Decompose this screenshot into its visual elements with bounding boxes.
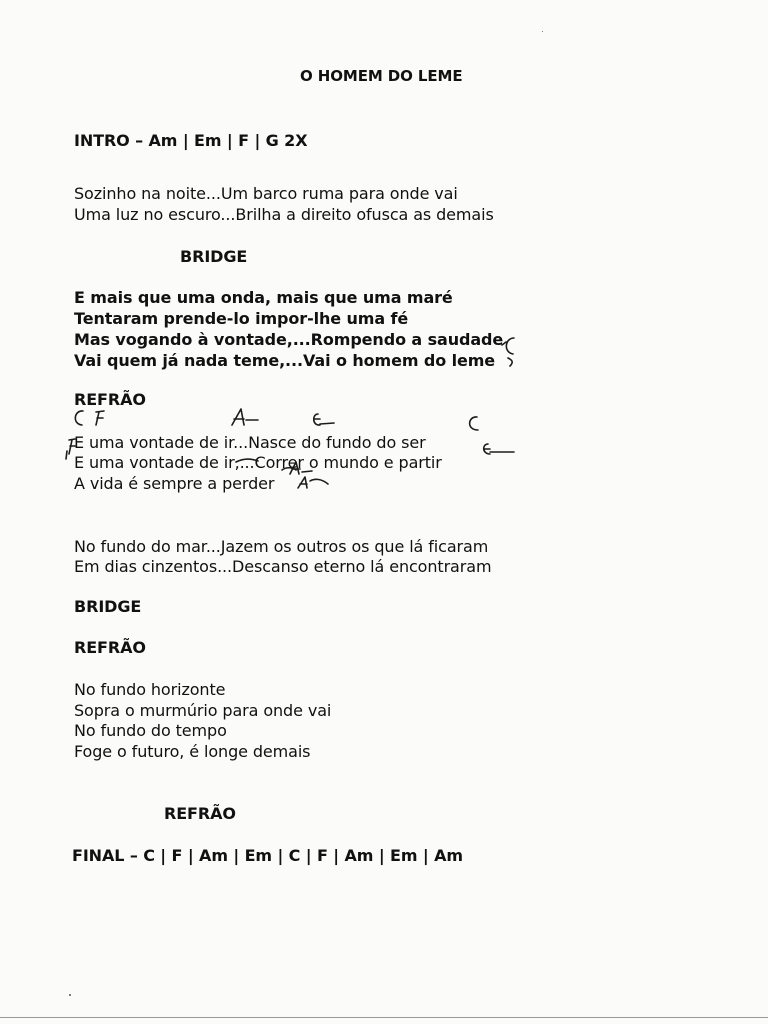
final-chords: FINAL – C | F | Am | Em | C | F | Am | Em | Am	[72, 846, 463, 865]
song-title: O HOMEM DO LEME	[300, 67, 463, 85]
hand-hook-leme	[508, 358, 512, 366]
refrao-final-heading: REFRÃO	[164, 804, 236, 823]
hand-am-3	[298, 477, 328, 488]
verse3-line-4: Foge o futuro, é longe demais	[74, 742, 311, 761]
scan-edge-line	[0, 1017, 768, 1018]
bridge-repeat-heading: BRIDGE	[74, 597, 142, 616]
verse1-line-2: Uma luz no escuro...Brilha a direito ofusca as demais	[74, 205, 494, 224]
intro-chords: INTRO – Am | Em | F | G 2X	[74, 131, 308, 150]
verse2-line-2: Em dias cinzentos...Descanso eterno lá encontraram	[74, 557, 492, 576]
verse2-line-1: No fundo do mar...Jazem os outros os que lá ficaram	[74, 537, 489, 556]
refrao-line-1: E uma vontade de ir...Nasce do fundo do ser	[74, 433, 426, 452]
bridge-line-1: E mais que uma onda, mais que uma maré	[74, 288, 453, 307]
verse3-line-3: No fundo do tempo	[74, 721, 227, 740]
verse1-line-1: Sozinho na noite...Um barco ruma para onde vai	[74, 184, 458, 203]
hand-e-1	[314, 414, 334, 425]
hand-e-2	[484, 444, 514, 454]
bridge-line-2: Tentaram prende-lo impor-lhe uma fé	[74, 309, 409, 328]
hand-f-1	[96, 411, 104, 425]
scan-speck	[542, 31, 543, 32]
hand-a-1	[232, 409, 258, 425]
hand-f-3	[66, 451, 67, 459]
scan-speck	[69, 994, 71, 996]
refrao-line-2: E uma vontade de ir,...Correr o mundo e partir	[74, 453, 442, 472]
refrao-line-3: A vida é sempre a perder	[74, 474, 275, 493]
hand-c-2	[470, 417, 478, 430]
bridge-heading: BRIDGE	[180, 247, 248, 266]
bridge-line-3: Mas vogando à vontade,...Rompendo a saudade	[74, 330, 504, 349]
hand-c-1	[75, 411, 83, 425]
bridge-line-4: Vai quem já nada teme,...Vai o homem do leme	[74, 351, 496, 370]
verse3-line-2: Sopra o murmúrio para onde vai	[74, 701, 332, 720]
refrao-repeat-heading: REFRÃO	[74, 638, 146, 657]
verse3-line-1: No fundo horizonte	[74, 680, 226, 699]
refrao-heading: REFRÃO	[74, 390, 146, 409]
hand-c-bridge	[506, 338, 514, 354]
